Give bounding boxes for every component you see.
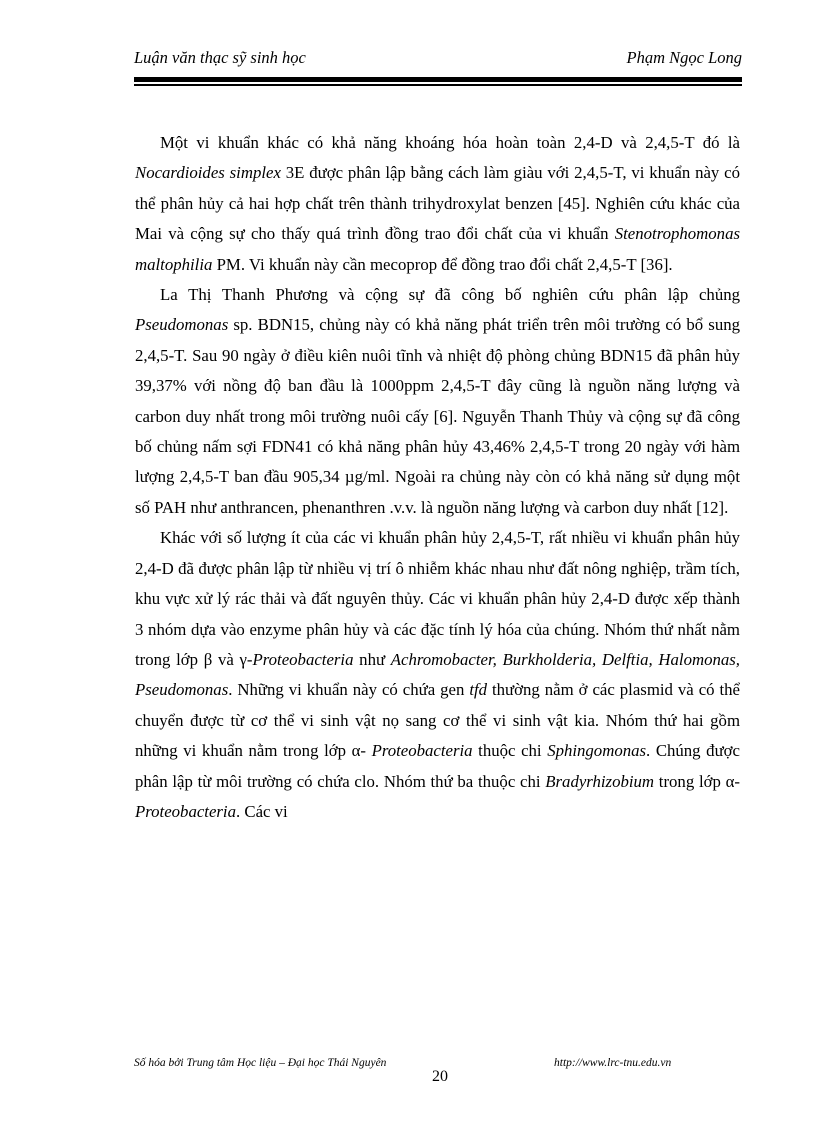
text-run: thường nằm ở các plasmid và có thể chuyển được từ cơ thể vi sinh vật nọ sang cơ thể vi sinh vật kia. Nhóm thứ hai gồm những vi khuẩn nằm trong lớp α- [135,680,741,761]
text-run: trong lớp α- [654,771,740,791]
italic-term: Achromobacter, Burkholderia, Delftia, Halomonas, Pseudomonas [135,649,740,700]
header-thesis-title: Luận văn thạc sỹ sinh học [134,48,306,67]
header-rule-thin [134,84,742,86]
italic-term: tfd [469,680,488,700]
text-run: thuộc chi [472,741,548,761]
italic-term: Nocardioides simplex [135,163,281,183]
text-run: Một vi khuẩn khác có khả năng khoáng hóa hoàn toàn 2,4-D và 2,4,5-T đó là [160,133,740,152]
paragraph [135,280,740,523]
text-run: Khác với số lượng ít của các vi khuẩn phân hủy 2,4,5-T, rất nhiều vi khuẩn phân hủy 2,4-D đã được phân lập từ nhiều vị trí ô nhiễm khác nhau như đất nông nghiệp, trầm tích, khu vực xử lý rác thải và đất nguyên thủy. Các vi khuẩn phân hủy 2,4-D được xếp thành 3 nhóm dựa vào enzyme phân hủy và các đặc tính lý hóa của chúng. Nhóm thứ nhất nằm trong lớp β và γ- [135,528,740,669]
text-run: như [353,649,391,669]
footer-digitized-by: Số hóa bởi Trung tâm Học liệu – Đại học Thái Nguyên [134,1057,387,1069]
header-author-name: Phạm Ngọc Long [626,48,742,67]
text-run: sp. BDN15, chủng này có khả năng phát triển trên môi trường có bổ sung 2,4,5-T. Sau 90 ngày ở điều kiên nuôi tĩnh và nhiệt độ phòng chủng BDN15 đã phân hủy 39,37% với nồng độ ban đầu là 1000ppm 2,4,5-T đây cũng là nguồn năng lượng và carbon duy nhất trong môi trường nuôi cấy [6]. Nguyễn Thanh Thủy và cộng sự đã công bố chủng nấm sợi FDN41 có khả năng phân hủy 43,46% 2,4,5-T trong 20 ngày với hàm lượng 2,4,5-T ban đầu 905,34 µg/ml. Ngoài ra chủng này còn có khả năng sử dụng một số PAH như anthrancen, phenanthren .v.v. là nguồn năng lượng và carbon duy nhất [12]. [135,315,740,517]
italic-term: Proteobacteria [252,649,354,669]
footer-url: http://www.lrc-tnu.edu.vn [554,1057,672,1069]
body-text [135,128,740,827]
paragraph [135,523,740,827]
page-number: 20 [432,1068,448,1085]
paragraph [135,128,740,280]
header-rule-thick [134,77,742,82]
italic-term: Pseudomonas [135,315,229,335]
italic-term: Proteobacteria [135,801,236,821]
page-header [134,48,742,70]
text-run: . Chúng được phân lập từ môi trường có chứa clo. Nhóm thứ ba thuộc chi [135,741,740,791]
italic-term: Stenotrophomonas maltophilia [135,224,740,274]
text-run: PM. Vi khuẩn này cần mecoprop để đồng trao đổi chất 2,4,5-T [36]. [212,254,673,274]
italic-term: Bradyrhizobium [545,771,655,791]
text-run: 3E được phân lập bằng cách làm giàu với 2,4,5-T, vi khuẩn này có thể phân hủy cả hai hợp chất trên thành trihydroxylat benzen [45]. Nghiên cứu khác của Mai và cộng sự cho thấy quá trình đồng trao đổi chất của vi khuẩn [135,163,740,244]
text-run: . Các vi [235,801,288,821]
text-run: . Những vi khuẩn này có chứa gen [228,680,470,700]
italic-term: Sphingomonas [547,741,647,761]
text-run: La Thị Thanh Phương và cộng sự đã công bố nghiên cứu phân lập chủng [160,285,740,305]
italic-term: Proteobacteria [371,741,473,761]
